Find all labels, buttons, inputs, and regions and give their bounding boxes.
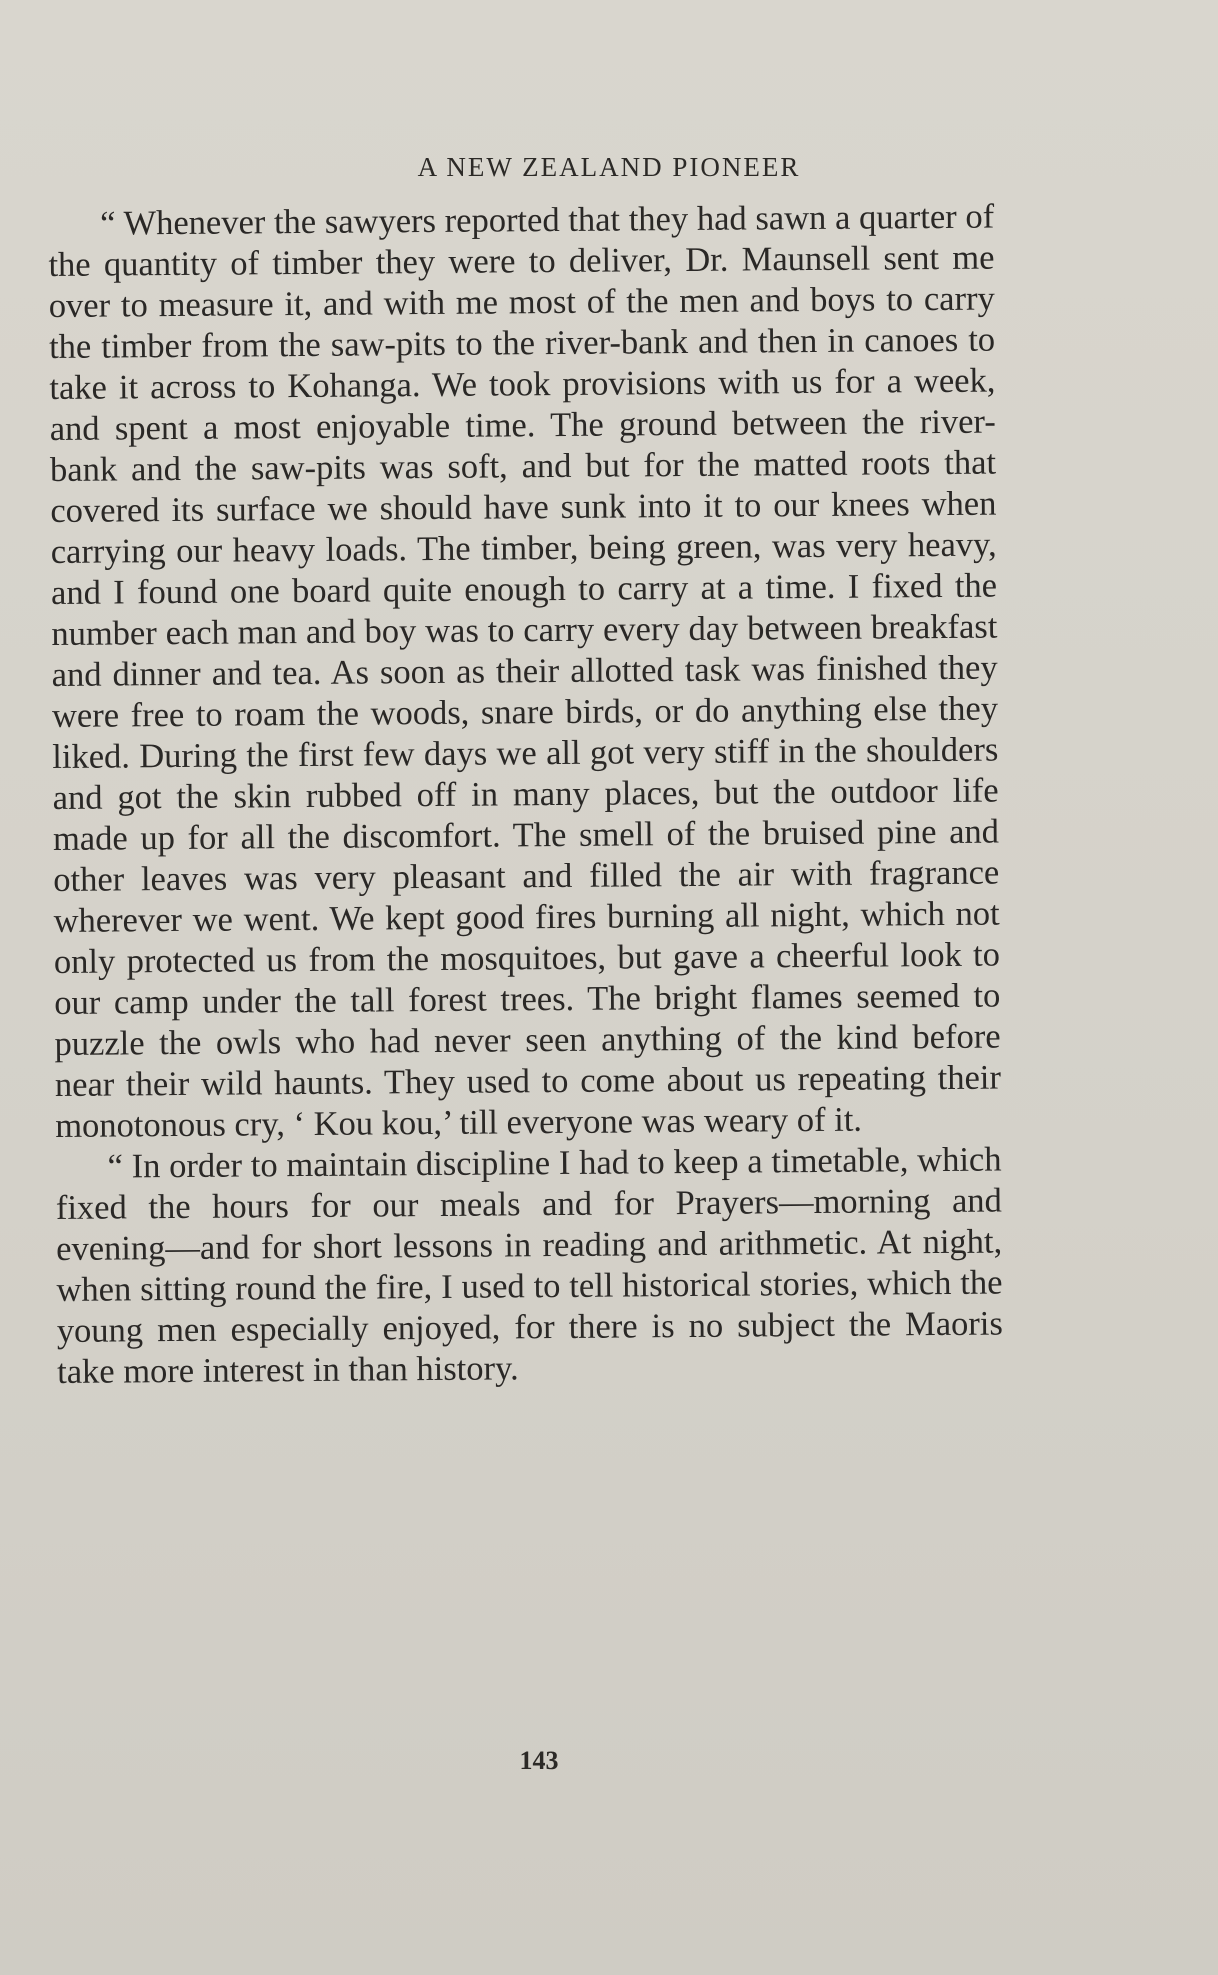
paragraph: “ In order to maintain discipline I had to keep a timetable, which fixed the hours for our meals and for Prayers—morning and evening—and for short lessons in reading and arithmetic. At night, when sitting round the fire, I used to tell historical stories, which the young men especially enjoyed, for there is no subject the Maoris take more interest in than history. bbox=[55, 1140, 1003, 1391]
page-number: 143 bbox=[519, 1746, 559, 1775]
running-head: A NEW ZEALAND PIONEER bbox=[417, 152, 801, 182]
paragraph: “ Whenever the sawyers reported that they had sawn a quarter of the quantity of timber they were to deliver, Dr. Maunsell sent me over to measure it, and with me most of the men and boys to carry the timber from the saw-pits to the river-bank and then in canoes to take it across to Kohanga. We took provisions with us for a week, and spent a most enjoyable time. The ground between the river-bank and the saw-pits was soft, and but for the matted roots that covered its surface we should have sunk into it to our knees when carrying our heavy loads. The timber, being green, was very heavy, and I found one board quite enough to carry at a time. I fixed the number each man and boy was to carry every day between breakfast and dinner and tea. As soon as their allotted task was finished they were free to roam the woods, snare birds, or do anything else they liked. During the first few days we all got very stiff in the shoulders and got the skin rubbed off in many places, but the outdoor life made up for all the discomfort. The smell of the bruised pine and other leaves was very pleasant and filled the air with fragrance wherever we went. We kept good fires burning all night, which not only protected us from the mosquitoes, but gave a cheerful look to our camp under the tall forest trees. The bright flames seemed to puzzle the owls who had never seen anything of the kind before near their wild haunts. They used to come about us repeating their monotonous cry, ‘ Kou kou,’ till everyone was weary of it. bbox=[48, 197, 1002, 1145]
body-text bbox=[48, 197, 1003, 1393]
